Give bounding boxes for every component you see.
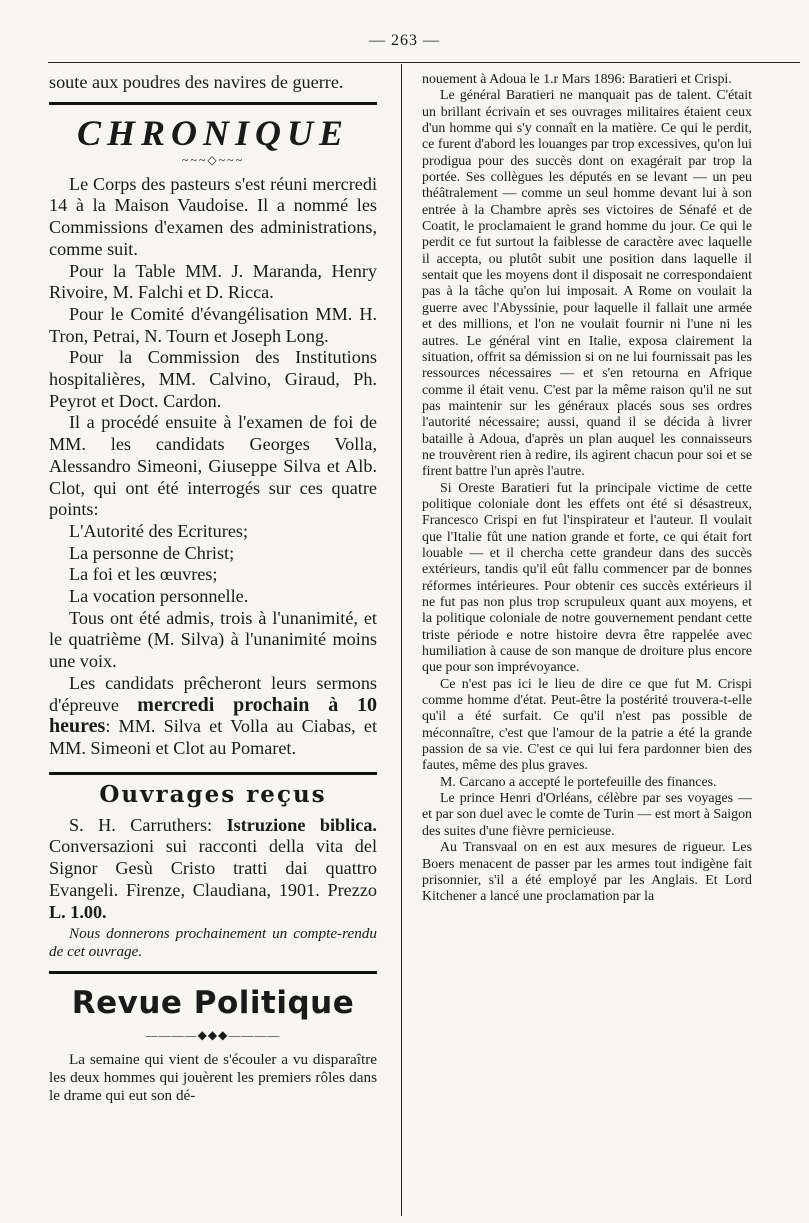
chronique-paragraph: Pour le Comité d'évangélisation MM. H. Tron, Petrai, N. Tourn et Joseph Long. [49, 303, 377, 346]
page-number: — 263 — [369, 32, 440, 49]
revue-paragraph: Si Oreste Baratieri fut la principale victime de cette politique coloniale dont les effets ont été si désastreux, Francesco Crispi en fut l'inspirateur et l'auteur. Il voulait que l'Italie fût une nation grande et forte, ce qui était fort louable — et il chercha cette grandeur dans des succès extérieurs, tandis qu'il eût fallu commencer par de bonnes réformes intérieures. Pour obtenir ces succès extérieurs il ne fut pas non plus trop scrupuleux quant aux moyens, et la politique coloniale de notre gouvernement pendant cette triste période e notre histoire devra être rappelée avec humiliation à cause de son manque de droiture plus encore que pour son imprévoyance. [422, 480, 752, 676]
revue-paragraph: Ce n'est pas ici le lieu de dire ce que fut M. Crispi comme homme d'état. Peut-être la postérité trouvera-t-elle qu'il a été surfait. Ce qu'il n'est pas possible de méconnaître, c'est que l'amour de la patrie a été la grande passion de sa vie. C'est ce qui lui fera pardonner bien des fautes, même des plus graves. [422, 676, 752, 774]
revue-paragraph: Le général Baratieri ne manquait pas de talent. C'était un brillant écrivain et ses ouvrages militaires étaient ceux d'un homme qui s'y connaît en la matière. Ce qui le perdit, ce furent d'abord les louanges par trop excessives, qu'on lui prodigua pour des succès dont on exagérait par trop la portée. Ses collègues les députés en se levant — un peu théâtralement — comme un seul homme devant lui à son entrée à la Chambre après ses victoires de Sénafé et de Coatit, le proclamaient le grand homme du jour. Ce qui le perdit ce fut surtout la faiblesse de caractère avec laquelle il accepta, ou plutôt subit une position dans laquelle il sentait que les moyens dont il disposait ne correspondaient pas à la tâche qu'on lui imposait. A Rome on voulait la guerre avec l'Abyssinie, pour laquelle il fallait une armée et des millions, et l'on ne voulait fournir ni l'une ni les autres. Le général vint en Italie, exposa clairement la situation, offrit sa démission si on ne lui fournissait pas les ressources nécessaires — et s'en retourna en Afrique comme il était venu. C'est par la même raison qu'il ne sut pas maintenir sur les généraux placés sous ses ordres l'autorité nécessaire; aussi, quand il se décida à livrer bataille à Adoua, d'après un plan auquel les connaisseurs ne trouvèrent rien à redire, ils agirent chacun pour soi et se firent battre l'un après l'autre. [422, 88, 752, 480]
intro-text: soute aux poudres des navires de guerre. [49, 72, 344, 92]
chronique-paragraph: Le Corps des pasteurs s'est réuni mercredi 14 à la Maison Vaudoise. Il a nommé les Commissions d'examen des administrations, comme suit. [49, 173, 377, 259]
revue-paragraph: Au Transvaal on en est aux mesures de rigueur. Les Boers menacent de passer par les armes tout indigène fait prisonnier, s'il a été employé par les Anglais. Et Lord Kitchener a lancé une proclamation par la [422, 840, 752, 905]
section-rule [49, 772, 377, 775]
exam-point: La personne de Christ; [69, 542, 235, 563]
revue-paragraph: nouement à Adoua le 1.r Mars 1896: Baratieri et Crispi. [422, 72, 732, 87]
exam-point: La vocation personnelle. [69, 586, 249, 607]
ornament: ————◆◆◆———— [145, 1028, 281, 1043]
chronique-paragraph: Pour la Commission des Institutions hospitalières, MM. Calvino, Giraud, Ph. Peyrot et Doct. Cardon. [49, 347, 377, 411]
chronique-paragraph: Tous ont été admis, trois à l'unanimité, et le quatrième (M. Silva) à l'unanimité moins une voix. [49, 607, 377, 672]
book-title: Istruzione biblica. [226, 814, 377, 835]
candidats-text: : MM. Silva et Volla au Ciabas, et MM. Simeoni et Clot au Pomaret. [49, 716, 377, 758]
revue-heading: Revue Politique [71, 985, 355, 1022]
right-column [422, 72, 752, 1216]
book-price: L. 1.00. [49, 901, 107, 922]
exam-point: L'Autorité des Ecritures; [69, 520, 249, 541]
revue-paragraph: La semaine qui vient de s'écouler a vu disparaître les deux hommes qui jouèrent les premiers rôles dans le drame qui eut son dé- [49, 1051, 377, 1105]
book-description: Conversazioni sui racconti della vita del Signor Gesù Cristo tratti dai quattro Evangeli. Firenze, Claudiana, 1901. Prezzo [49, 836, 377, 900]
left-column [49, 72, 377, 1212]
chronique-paragraph: Il a procédé ensuite à l'examen de foi de MM. les candidats Georges Volla, Alessandro Simeoni, Giuseppe Silva et Alb. Clot, qui ont été interrogés sur ces quatre points: [49, 412, 377, 520]
revue-paragraph: M. Carcano a accepté le portefeuille des finances. [440, 774, 717, 790]
candidats-text: Les candidats prêcheront leurs sermons d'épreuve [49, 672, 377, 715]
ornament: ~~~◇~~~ [181, 152, 245, 167]
book-author: S. H. Carruthers: [69, 814, 227, 835]
ouvrages-heading: Ouvrages reçus [99, 780, 327, 808]
candidats-date: mercredi prochain à 10 heures [49, 693, 377, 738]
candidats-paragraph [49, 673, 377, 760]
chronique-heading: CHRONIQUE [76, 112, 350, 153]
exam-point: La foi et les œuvres; [69, 564, 218, 585]
section-rule [49, 971, 377, 974]
compte-rendu-note: Nous donnerons prochainement un compte-rendu de cet ouvrage. [49, 925, 377, 961]
chronique-paragraph: Pour la Table MM. J. Maranda, Henry Rivoire, M. Falchi et D. Ricca. [49, 260, 377, 303]
section-rule [49, 102, 377, 105]
book-entry [49, 815, 377, 924]
header-rule [48, 62, 800, 63]
revue-paragraph: Le prince Henri d'Orléans, célèbre par ses voyages — et par son duel avec le comte de Turin — est mort à Saigon des suites d'une fièvre pernicieuse. [422, 791, 752, 839]
column-divider [401, 64, 402, 1216]
